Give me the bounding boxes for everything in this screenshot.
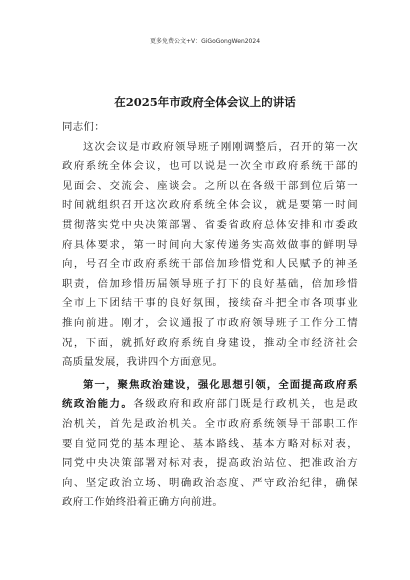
salutation: 同志们：: [62, 121, 105, 133]
paragraph-line: 时间就组织召开这次政府系统全体会议，就是要第一时间: [62, 199, 358, 212]
section-line: [62, 395, 358, 415]
paragraph-line: 这次会议是市政府领导班子刚刚调整后，召开的第一次: [83, 140, 358, 153]
section-first: [62, 376, 358, 513]
section-line: 治机关，首先是政治机关。全市政府系统领导干部职工作: [62, 417, 358, 430]
paragraph-line: 况，下面，就抓好政府系统自身建设，推动全市经济社会: [62, 336, 358, 349]
header-note: 更多免费公文+V：GiGoGongWen2024: [149, 38, 261, 45]
paragraph-intro: [62, 138, 358, 373]
section-line: 向、坚定政治立场、明确政治态度、严守政治纪律，确保: [62, 476, 358, 489]
section-line: 要自觉同党的基本理论、基本路线、基本方略对标对表，: [62, 437, 358, 450]
document-title: 在2025年市政府全体会议上的讲话: [114, 95, 296, 109]
paragraph-line: 全市上下团结干事的良好氛围，接续奋斗把全市各项事业: [62, 297, 358, 310]
paragraph-line: 政府系统全体会议，也可以说是一次全市政府系统干部的: [62, 160, 358, 173]
paragraph-line: 贯彻落实党中央决策部署、省委省政府总体安排和市委政: [62, 218, 358, 231]
section-line: 政府工作始终沿着正确方向前进。: [62, 496, 224, 509]
document-body: [62, 118, 358, 513]
section-heading: 第一，聚焦政治建设，强化思想引领，全面提高政府系: [83, 378, 358, 391]
paragraph-line: 向，号召全市政府系统干部倍加珍惜党和人民赋予的神圣: [62, 258, 358, 271]
paragraph-line: 见面会、交流会、座谈会。之所以在各级干部到位后第一: [62, 179, 358, 192]
paragraph-line: 府具体要求，第一时间向大家传递务实高效做事的鲜明导: [62, 238, 358, 251]
paragraph-line: 推向前进。刚才，会议通报了市政府领导班子工作分工情: [62, 316, 358, 329]
section-heading-end: 统政治能力。: [62, 398, 134, 411]
paragraph-line: 高质量发展，我讲四个方面意见。: [62, 356, 224, 369]
section-line: 同党中央决策部署对标对表，提高政治站位、把准政治方: [62, 457, 358, 470]
section-text: 各级政府和政府部门既是行政机关，也是政: [133, 398, 358, 411]
paragraph-line: 职责，倍加珍惜历届领导班子打下的良好基础，倍加珍惜: [62, 277, 358, 290]
